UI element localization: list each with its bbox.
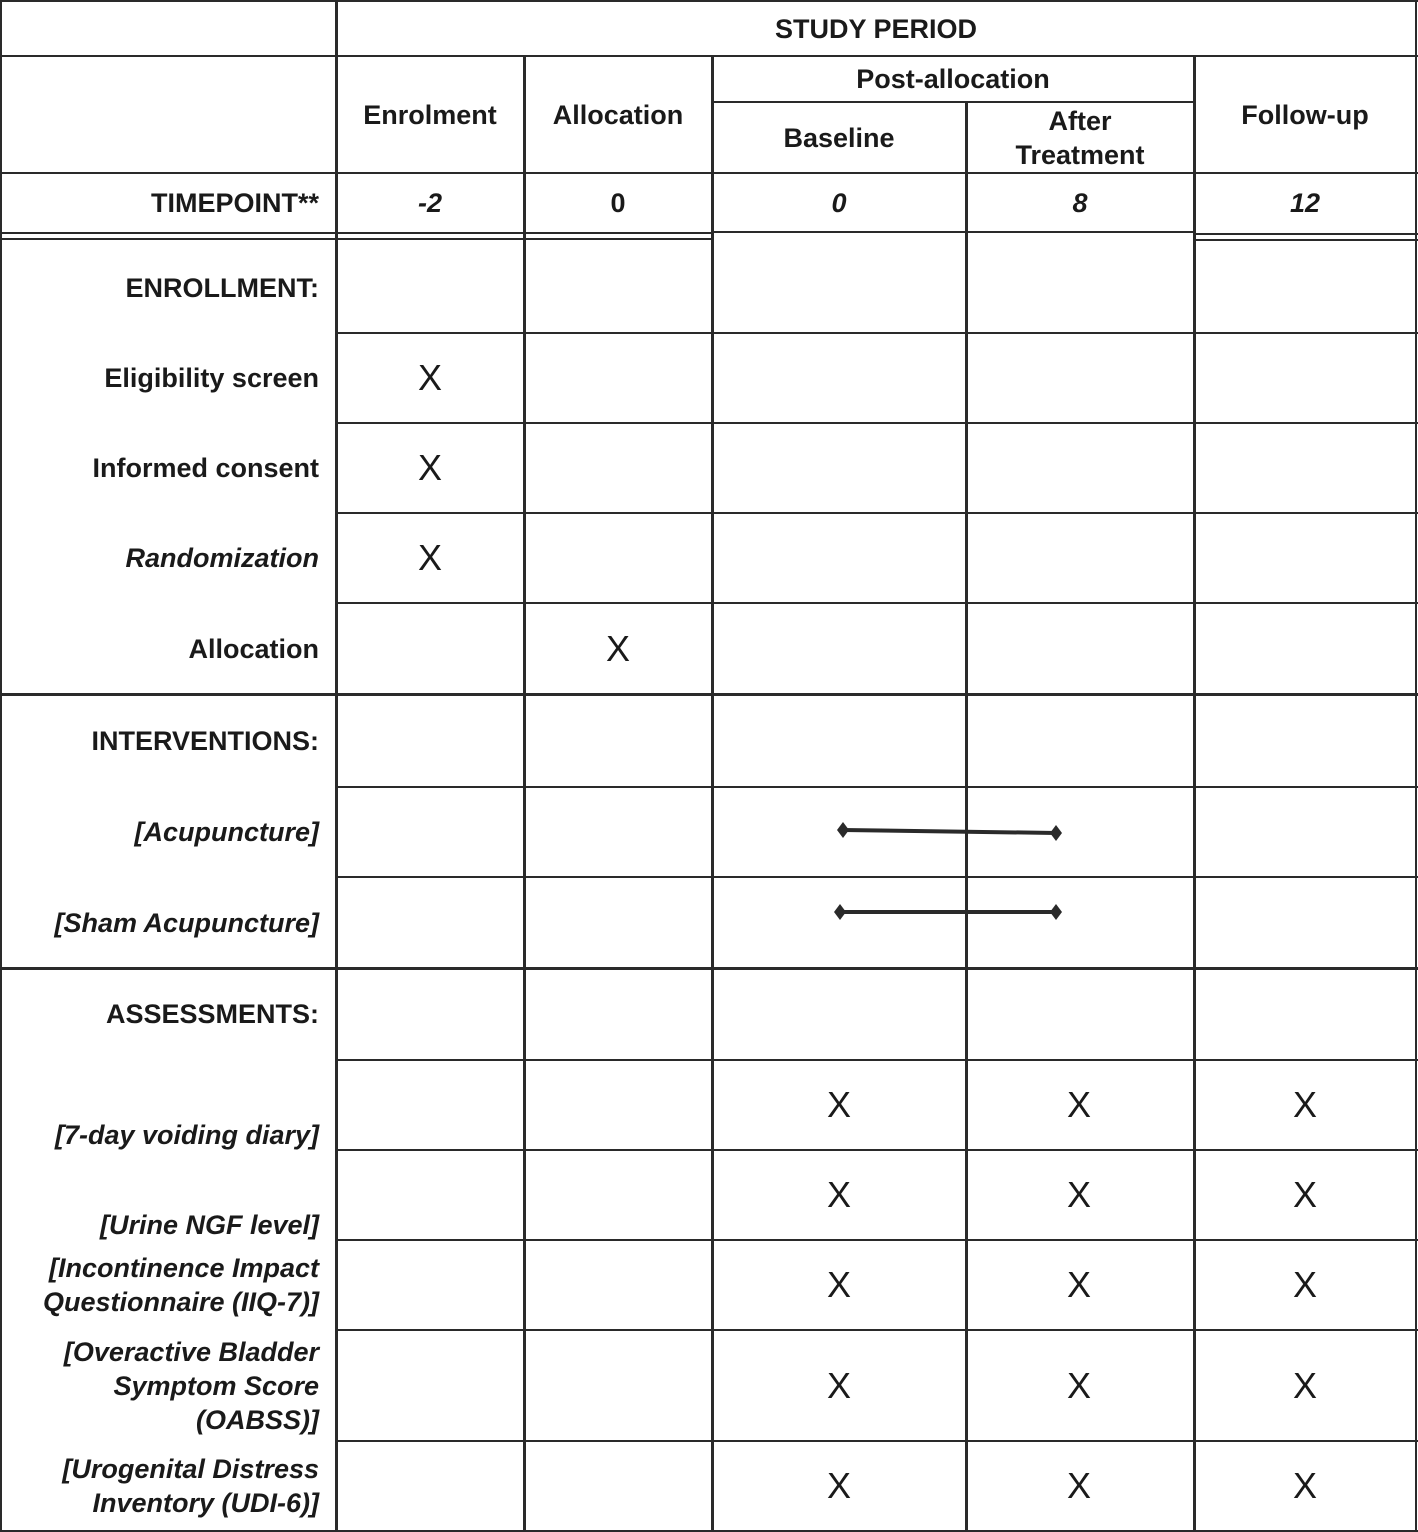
timepoint-label: TIMEPOINT** <box>150 188 319 218</box>
row-label: Randomization <box>125 543 319 573</box>
x-mark: X <box>826 1084 851 1125</box>
x-mark: X <box>605 627 630 669</box>
x-mark: X <box>1066 1464 1091 1506</box>
start-diamond <box>834 904 846 920</box>
timepoint-value: 0 <box>610 188 626 218</box>
baseline-column-header: Baseline <box>783 122 895 153</box>
row-label: [Incontinence Impact Questionnaire (IIQ-7)] <box>42 1253 319 1317</box>
row-label: [Overactive Bladder Symptom Score (OABSS)] <box>63 1336 319 1435</box>
row-label: INTERVENTIONS: <box>91 725 319 756</box>
x-mark: X <box>826 1464 851 1506</box>
row-label: Allocation <box>188 633 319 664</box>
x-mark: X <box>1066 1264 1091 1305</box>
x-mark: X <box>1292 1264 1317 1305</box>
follow-up-column-header: Follow-up <box>1241 99 1369 130</box>
x-mark: X <box>1292 1174 1317 1215</box>
x-mark: X <box>826 1264 851 1305</box>
study-period-header: STUDY PERIOD <box>774 13 978 44</box>
row-label: Eligibility screen <box>104 363 319 393</box>
after-treatment-column-header: After Treatment <box>1015 105 1145 170</box>
end-diamond <box>1050 904 1062 920</box>
x-mark: X <box>1066 1084 1091 1125</box>
x-mark: X <box>1292 1084 1317 1125</box>
post-allocation-header: Post-allocation <box>856 64 1050 94</box>
row-label: [Sham Acupuncture] <box>54 907 319 938</box>
timepoint-value: -2 <box>417 188 442 218</box>
row-label: [Urine NGF level] <box>99 1210 319 1240</box>
x-mark: X <box>417 537 442 578</box>
x-mark: X <box>417 357 442 398</box>
row-label: [Urogenital Distress Inventory (UDI-6)] <box>62 1453 319 1518</box>
x-mark: X <box>826 1174 851 1215</box>
row-label: Informed consent <box>92 453 319 483</box>
timepoint-value: 0 <box>831 188 847 218</box>
row-label: ENROLLMENT: <box>125 272 319 303</box>
x-mark: X <box>1292 1464 1317 1506</box>
row-label: [Acupuncture] <box>134 817 319 847</box>
enrolment-column-header: Enrolment <box>363 99 497 130</box>
row-label: [7-day voiding diary] <box>54 1120 319 1150</box>
timepoint-value: 8 <box>1072 188 1088 218</box>
x-mark: X <box>1066 1364 1091 1406</box>
x-mark: X <box>1066 1174 1091 1215</box>
x-mark: X <box>417 447 442 488</box>
allocation-column-header: Allocation <box>552 99 684 130</box>
x-mark: X <box>826 1364 851 1406</box>
x-mark: X <box>1292 1364 1317 1406</box>
row-label: ASSESSMENTS: <box>105 999 319 1029</box>
timepoint-value: 12 <box>1289 188 1321 218</box>
